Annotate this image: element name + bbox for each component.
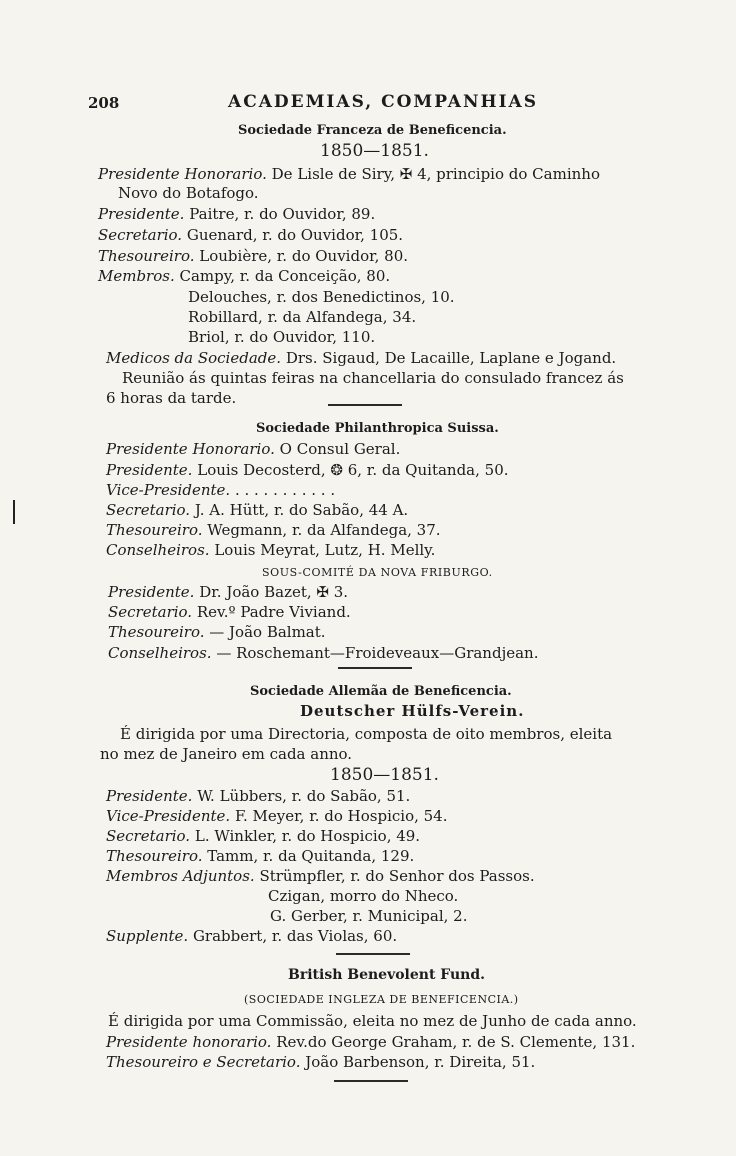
entry-line: É dirigida por uma Commissão, eleita no mez de Junho de cada anno. [108,1012,637,1030]
entry-label: Presidente Honorario. [98,165,267,183]
entry-line: Presidente Honorario. O Consul Geral. [106,440,401,458]
divider [328,404,402,406]
entry-line: Reunião ás quintas feiras na chancellaria do consulado francez ás [122,369,624,387]
page-number: 208 [88,94,120,112]
entry-line: Czigan, morro do Nheco. [268,887,459,905]
divider [338,667,412,669]
german-title: Deutscher Hülfs-Verein. [300,702,525,720]
entry-line: Membros Adjuntos. Strümpfler, r. do Senhor dos Passos. [106,867,535,885]
entry-line: Novo do Botafogo. [118,184,259,202]
section-title-german: Sociedade Allemãa de Beneficencia. [250,684,512,699]
entry-line: Thesoureiro. Wegmann, r. da Alfandega, 37. [106,521,441,539]
entry-line: 6 horas da tarde. [106,389,237,407]
entry-line: Vice-Presidente. F. Meyer, r. do Hospicio, 54. [106,807,448,825]
section-subtitle: (SOCIEDADE INGLEZA DE BENEFICENCIA.) [244,993,519,1006]
entry-line: Secretario. L. Winkler, r. do Hospicio, 49. [106,827,421,845]
entry-line: G. Gerber, r. Municipal, 2. [270,907,468,925]
entry-line: Delouches, r. dos Benedictinos, 10. [188,288,455,306]
entry-line: Presidente. Dr. João Bazet, ✠ 3. [108,583,349,601]
divider [334,1080,408,1082]
running-title: ACADEMIAS, COMPANHIAS [228,92,538,112]
entry-line: Presidente. W. Lübbers, r. do Sabão, 51. [106,787,411,805]
entry-line [98,165,600,184]
entry-line: Secretario. Rev.º Padre Viviand. [108,603,351,621]
entry-line: Briol, r. do Ouvidor, 110. [188,328,376,346]
entry-line: Thesoureiro. Loubière, r. do Ouvidor, 80. [98,247,409,265]
section-title-french: Sociedade Franceza de Beneficencia. [238,123,507,138]
entry-line: Secretario. J. A. Hütt, r. do Sabão, 44 A. [106,501,409,519]
subcommittee-title: SOUS-COMITÉ DA NOVA FRIBURGO. [262,566,493,579]
entry-line: Vice-Presidente. . . . . . . . . . . . [106,481,336,499]
entry-line: Medicos da Sociedade. Drs. Sigaud, De Lacaille, Laplane e Jogand. [106,349,617,367]
divider [336,953,410,955]
entry-line: Thesoureiro. — João Balmat. [108,623,326,641]
entry-line: Conselheiros. — Roschemant—Froideveaux—Grandjean. [108,644,539,662]
section-title-british: British Benevolent Fund. [288,967,486,983]
entry-line: no mez de Janeiro em cada anno. [100,745,353,763]
entry-line: Supplente. Grabbert, r. das Violas, 60. [106,927,398,945]
margin-mark [13,500,15,524]
year-range: 1850—1851. [320,141,429,161]
entry-line: Thesoureiro. Tamm, r. da Quitanda, 129. [106,847,415,865]
entry-line: Membros. Campy, r. da Conceição, 80. [98,267,391,285]
entry-line: Presidente. Paitre, r. do Ouvidor, 89. [98,205,376,223]
entry-line: Secretario. Guenard, r. do Ouvidor, 105. [98,226,404,244]
entry-line: Presidente honorario. Rev.do George Graham, r. de S. Clemente, 131. [106,1033,636,1051]
entry-text: De Lisle de Siry, ✠ 4, principio do Caminho [271,165,600,183]
entry-line: É dirigida por uma Directoria, composta de oito membros, eleita [120,725,613,743]
section-title-swiss: Sociedade Philanthropica Suissa. [256,421,499,436]
year-range: 1850—1851. [330,765,439,785]
entry-line: Presidente. Louis Decosterd, ❂ 6, r. da Quitanda, 50. [106,461,509,479]
entry-line: Conselheiros. Louis Meyrat, Lutz, H. Melly. [106,541,436,559]
entry-line: Robillard, r. da Alfandega, 34. [188,308,417,326]
entry-line: Thesoureiro e Secretario. João Barbenson, r. Direita, 51. [106,1053,536,1071]
